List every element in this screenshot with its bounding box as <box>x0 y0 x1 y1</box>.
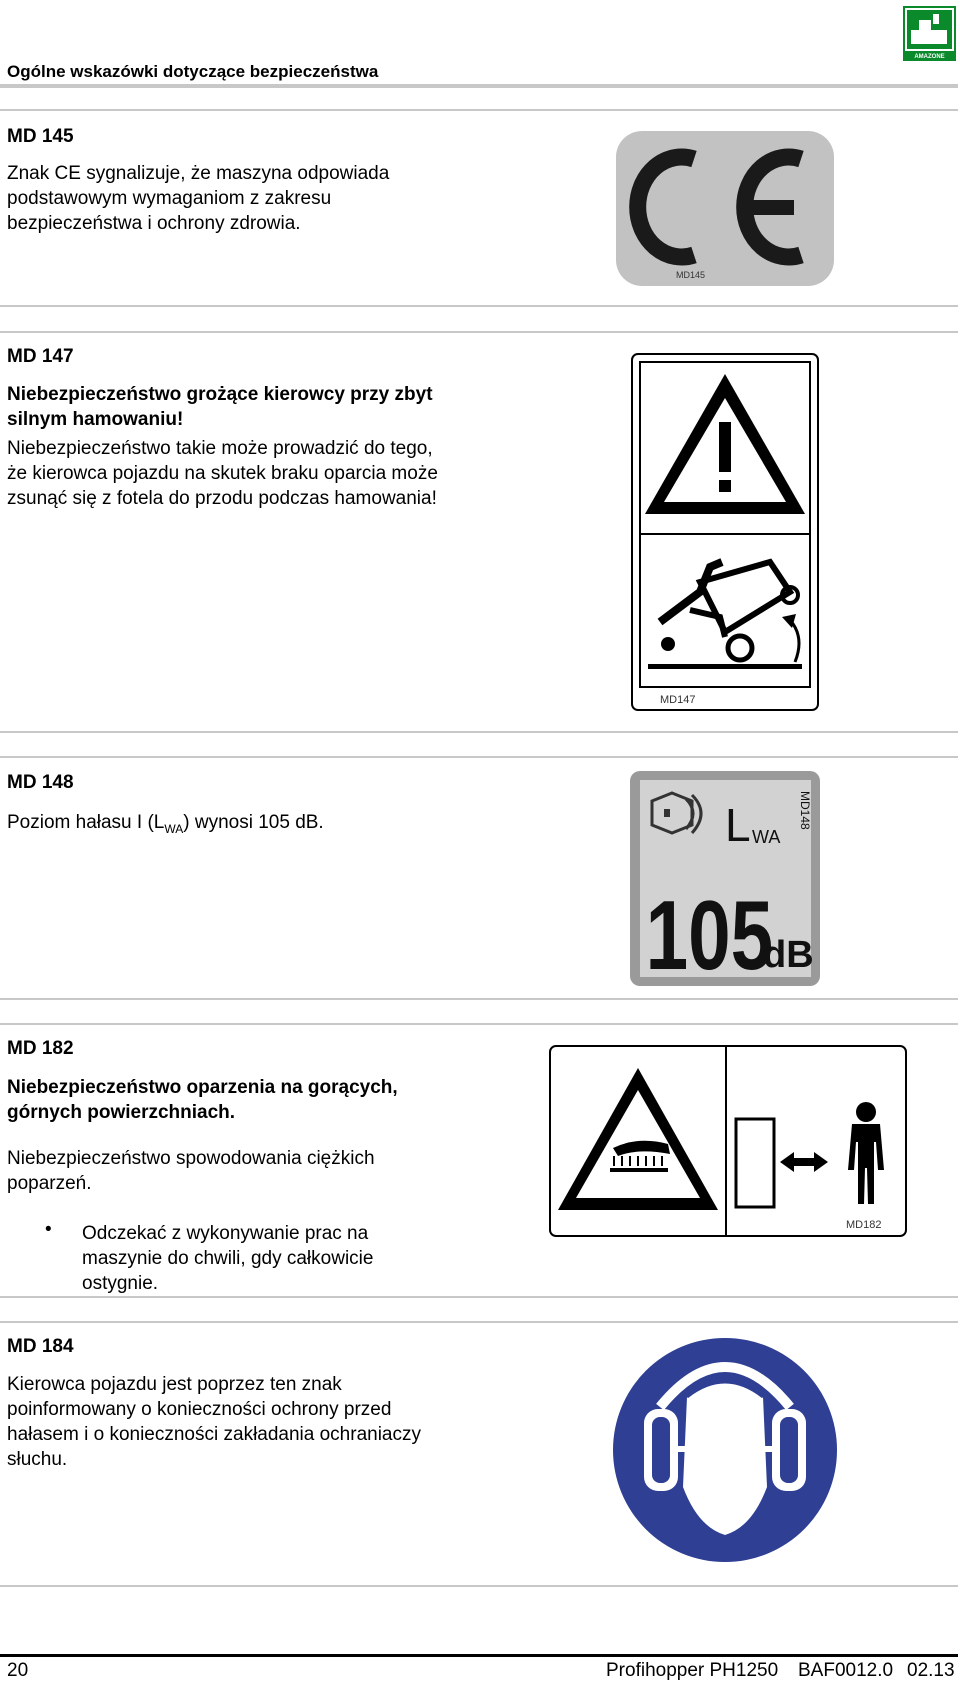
section-text-line: że kierowca pojazdu na skutek braku oparcia może <box>7 463 438 484</box>
section-text-line: poinformowany o konieczności ochrony przed <box>7 1399 392 1420</box>
section-text-line: hałasem i o konieczności zakładania ochraniaczy <box>7 1424 422 1445</box>
lwa-sub-label: WA <box>752 827 781 847</box>
section-divider <box>0 109 958 111</box>
section-divider <box>0 331 958 333</box>
section-warning-line: Niebezpieczeństwo oparzenia na gorących, <box>7 1077 398 1098</box>
section-text-line: Kierowca pojazdu jest poprzez ten znak <box>7 1374 342 1395</box>
section-divider <box>0 998 958 1000</box>
section-code-md145: MD 145 <box>7 126 74 147</box>
section-divider <box>0 756 958 758</box>
section-divider <box>0 305 958 307</box>
image-label: MD145 <box>676 270 706 280</box>
noise-level-icon <box>630 771 820 991</box>
section-text-line: Niebezpieczeństwo takie może prowadzić do tego, <box>7 438 433 459</box>
footer-product: Profihopper PH1250 <box>606 1660 779 1681</box>
footer-divider <box>0 1654 958 1657</box>
noise-level-line: Poziom hałasu I $(L_{WA})$ wynosi 105 dB. <box>7 812 324 836</box>
section-text-line: zsunąć się z fotela do przodu podczas hamowania! <box>7 488 437 509</box>
ear-protection-icon <box>612 1337 838 1568</box>
section-text-line: podstawowym wymaganiom z zakresu <box>7 188 332 209</box>
section-code-md182: MD 182 <box>7 1038 74 1059</box>
logo-text: AMAZONE <box>914 54 945 60</box>
image-label: MD148 <box>798 791 812 830</box>
section-text-line: słuchu. <box>7 1449 68 1470</box>
section-code-md147: MD 147 <box>7 346 74 367</box>
lwa-label: L <box>725 799 751 851</box>
section-divider <box>0 1321 958 1323</box>
section-text-line: Niebezpieczeństwo spowodowania ciężkich <box>7 1148 375 1169</box>
section-text-line: Znak CE sygnalizuje, że maszyna odpowiada <box>7 163 390 184</box>
section-divider <box>0 731 958 733</box>
bullet-text-line: Odczekać z wykonywanie prac na <box>82 1223 369 1244</box>
section-divider <box>0 1296 958 1298</box>
page-number: 20 <box>7 1660 29 1681</box>
footer-date: 02.13 <box>907 1660 955 1681</box>
section-warning-line: górnych powierzchniach. <box>7 1102 236 1123</box>
noise-value: 105 <box>645 879 774 986</box>
section-divider <box>0 1023 958 1025</box>
ce-mark-icon <box>616 131 834 291</box>
bullet-icon: • <box>45 1219 52 1240</box>
noise-unit: dB <box>763 934 814 976</box>
section-code-md148: MD 148 <box>7 772 74 793</box>
bullet-text-line: ostygnie. <box>82 1273 159 1294</box>
image-label: MD182 <box>846 1219 882 1231</box>
section-text-line: bezpieczeństwa i ochrony zdrowia. <box>7 213 301 234</box>
image-label: MD147 <box>660 694 696 706</box>
section-warning-line: silnym hamowaniu! <box>7 409 184 430</box>
section-code-md184: MD 184 <box>7 1336 74 1357</box>
section-warning-line: Niebezpieczeństwo grożące kierowcy przy zbyt <box>7 384 433 405</box>
section-divider <box>0 1585 958 1587</box>
section-text-line: poparzeń. <box>7 1173 92 1194</box>
footer-doc: BAF0012.0 <box>798 1660 894 1681</box>
braking-warning-icon <box>630 352 820 717</box>
header-divider <box>0 84 958 88</box>
bullet-text-line: maszynie do chwili, gdy całkowicie <box>82 1248 374 1269</box>
amazone-logo <box>903 6 956 61</box>
hot-surface-icon <box>548 1044 908 1244</box>
page-header-title: Ogólne wskazówki dotyczące bezpieczeństwa <box>7 62 379 81</box>
